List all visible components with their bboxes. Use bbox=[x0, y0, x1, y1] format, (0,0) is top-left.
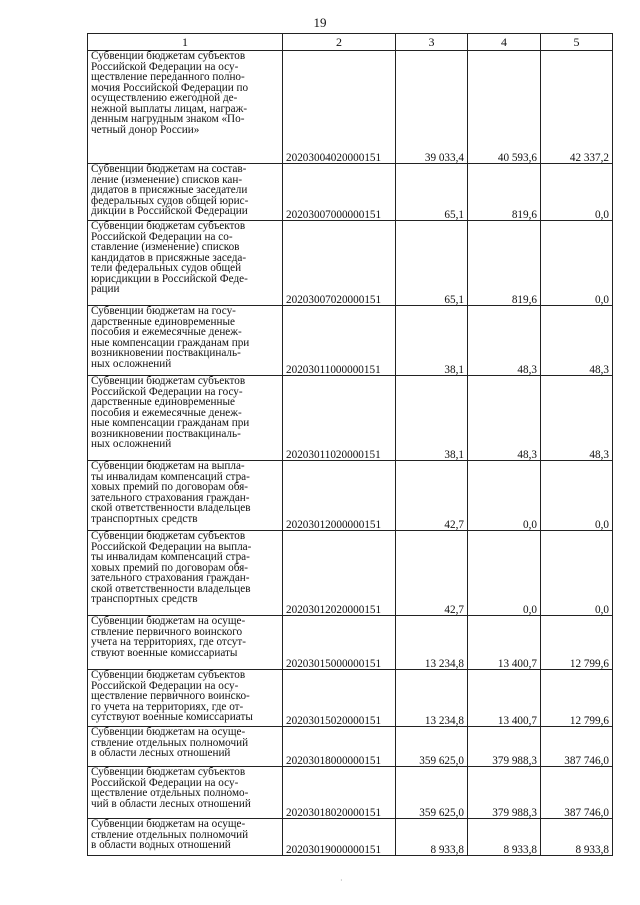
description-line: го учета на территориях, где от- bbox=[91, 700, 244, 713]
column-header: 4 bbox=[468, 34, 541, 51]
description-line: ных осложнений bbox=[91, 357, 172, 370]
description-line: ствуют военные комиссариаты bbox=[91, 646, 238, 659]
row-description bbox=[88, 670, 283, 727]
description-line: сутствуют военные комиссариаты bbox=[91, 711, 253, 723]
classification-code: 20203019000000151 bbox=[283, 819, 396, 856]
classification-code: 20203012020000151 bbox=[283, 531, 396, 616]
description-line: ществление переданного полно- bbox=[91, 71, 245, 83]
value-col-4: 13 400,7 bbox=[468, 670, 541, 727]
description-line: нежной выплаты лицам, награж- bbox=[91, 102, 248, 115]
description-line: дарственные единовременные bbox=[91, 315, 235, 328]
table-row bbox=[88, 767, 613, 819]
description-line: Субвенции бюджетам субъектов bbox=[91, 220, 246, 232]
value-col-5: 48,3 bbox=[541, 376, 613, 461]
description-line: зательного страхования граждан- bbox=[91, 572, 250, 584]
description-line: Субвенции бюджетам на осуще- bbox=[91, 726, 246, 738]
value-col-3: 42,7 bbox=[396, 531, 468, 616]
description-line: возникновении поствакциналь- bbox=[91, 347, 241, 359]
description-line: ской ответственности владельцев bbox=[91, 502, 251, 514]
row-description bbox=[88, 221, 283, 306]
column-header: 3 bbox=[396, 34, 468, 51]
classification-code: 20203015020000151 bbox=[283, 670, 396, 727]
description-line: ных осложнений bbox=[91, 438, 172, 450]
description-line: мочия Российской Федерации по bbox=[91, 81, 249, 94]
description-line: ствление первичного воинского bbox=[91, 625, 243, 638]
description-line: юрисдикции в Российской Феде- bbox=[91, 272, 248, 285]
table-row bbox=[88, 51, 613, 164]
value-col-4: 379 988,3 bbox=[468, 767, 541, 819]
description-line: Российской Федерации на со- bbox=[91, 230, 233, 243]
table-row bbox=[88, 670, 613, 727]
value-col-4: 48,3 bbox=[468, 306, 541, 376]
row-description bbox=[88, 727, 283, 767]
row-description bbox=[88, 51, 283, 164]
classification-code: 20203004020000151 bbox=[283, 51, 396, 164]
value-col-4: 819,6 bbox=[468, 221, 541, 306]
description-line: федеральных судов общей юрис- bbox=[91, 194, 249, 207]
classification-code: 20203011020000151 bbox=[283, 376, 396, 461]
row-description bbox=[88, 531, 283, 616]
description-line: учета на территориях, где отсут- bbox=[91, 636, 246, 648]
table-row bbox=[88, 461, 613, 531]
classification-code: 20203007020000151 bbox=[283, 221, 396, 306]
description-line: транспортных средств bbox=[91, 512, 198, 525]
table-row bbox=[88, 376, 613, 461]
classification-code: 20203015000000151 bbox=[283, 616, 396, 670]
description-line: четный донор России» bbox=[91, 123, 200, 136]
value-col-5: 0,0 bbox=[541, 221, 613, 306]
description-line: денным нагрудным знаком «По- bbox=[91, 113, 245, 125]
description-line: Российской Федерации на осу- bbox=[91, 776, 239, 789]
description-line: Субвенции бюджетам на выпла- bbox=[91, 460, 245, 472]
description-line: дикции в Российской Федерации bbox=[91, 205, 248, 217]
value-col-5: 0,0 bbox=[541, 531, 613, 616]
value-col-5: 42 337,2 bbox=[541, 51, 613, 164]
column-header: 1 bbox=[88, 34, 283, 51]
description-line: в области водных отношений bbox=[91, 839, 231, 851]
description-line: дарственные единовременные bbox=[91, 396, 235, 408]
description-line: ты инвалидам компенсаций стра- bbox=[91, 551, 250, 563]
value-col-4: 13 400,7 bbox=[468, 616, 541, 670]
description-line: Субвенции бюджетам субъектов bbox=[91, 530, 246, 542]
table-row bbox=[88, 531, 613, 616]
description-line: ные компенсации гражданам при bbox=[91, 336, 250, 349]
description-line: возникновении поствакциналь- bbox=[91, 427, 241, 440]
row-description bbox=[88, 306, 283, 376]
classification-code: 20203012000000151 bbox=[283, 461, 396, 531]
description-line: ствление отдельных полномочий bbox=[91, 736, 249, 749]
table-row bbox=[88, 727, 613, 767]
value-col-4: 48,3 bbox=[468, 376, 541, 461]
value-col-5: 387 746,0 bbox=[541, 767, 613, 819]
value-col-3: 359 625,0 bbox=[396, 767, 468, 819]
value-col-3: 65,1 bbox=[396, 221, 468, 306]
description-line: чий в области лесных отношений bbox=[91, 797, 251, 810]
description-line: ставление (изменение) списков bbox=[91, 241, 240, 253]
value-col-5: 0,0 bbox=[541, 461, 613, 531]
description-line: Российской Федерации на осу- bbox=[91, 60, 239, 73]
description-line: в области лесных отношений bbox=[91, 747, 231, 759]
classification-code: 20203011000000151 bbox=[283, 306, 396, 376]
value-col-4: 379 988,3 bbox=[468, 727, 541, 767]
value-col-4: 819,6 bbox=[468, 164, 541, 221]
value-col-3: 42,7 bbox=[396, 461, 468, 531]
description-line: Субвенции бюджетам на состав- bbox=[91, 163, 247, 175]
row-description bbox=[88, 616, 283, 670]
value-col-5: 12 799,6 bbox=[541, 670, 613, 727]
value-col-3: 359 625,0 bbox=[396, 727, 468, 767]
description-line: кандидатов в присяжные заседа- bbox=[91, 251, 247, 264]
description-line: Российской Федерации на госу- bbox=[91, 385, 243, 398]
value-col-4: 0,0 bbox=[468, 531, 541, 616]
classification-code: 20203018000000151 bbox=[283, 727, 396, 767]
description-line: Субвенции бюджетам субъектов bbox=[91, 50, 246, 62]
value-col-3: 39 033,4 bbox=[396, 51, 468, 164]
description-line: дидатов в присяжные заседатели bbox=[91, 184, 248, 196]
description-line: Субвенции бюджетам на госу- bbox=[91, 305, 236, 317]
description-line: тели федеральных судов общей bbox=[91, 262, 242, 274]
description-line: зательного страхования граждан- bbox=[91, 491, 250, 504]
description-line: осуществлению ежегодной де- bbox=[91, 92, 238, 104]
value-col-4: 8 933,8 bbox=[468, 819, 541, 856]
description-line: транспортных средств bbox=[91, 593, 198, 605]
value-col-3: 13 234,8 bbox=[396, 616, 468, 670]
table-row bbox=[88, 164, 613, 221]
value-col-3: 38,1 bbox=[396, 376, 468, 461]
value-col-3: 8 933,8 bbox=[396, 819, 468, 856]
description-line: ществление первичного воинско- bbox=[91, 690, 250, 702]
table-row bbox=[88, 819, 613, 856]
description-line: Российской Федерации на осу- bbox=[91, 679, 239, 692]
classification-code: 20203007000000151 bbox=[283, 164, 396, 221]
description-line: рации bbox=[91, 283, 120, 295]
description-line: ты инвалидам компенсаций стра- bbox=[91, 470, 250, 483]
value-col-5: 48,3 bbox=[541, 306, 613, 376]
column-header: 5 bbox=[541, 34, 613, 51]
row-description bbox=[88, 461, 283, 531]
description-line: ствление отдельных полномочий bbox=[91, 828, 249, 841]
description-line: ные компенсации гражданам при bbox=[91, 417, 250, 429]
description-line: Субвенции бюджетам на осуще- bbox=[91, 818, 246, 830]
value-col-4: 0,0 bbox=[468, 461, 541, 531]
description-line: Субвенции бюджетам субъектов bbox=[91, 375, 246, 387]
row-description bbox=[88, 164, 283, 221]
value-col-3: 65,1 bbox=[396, 164, 468, 221]
row-description bbox=[88, 819, 283, 856]
description-line: пособия и ежемесячные денеж- bbox=[91, 406, 242, 419]
classification-code: 20203018020000151 bbox=[283, 767, 396, 819]
row-description bbox=[88, 376, 283, 461]
description-line: пособия и ежемесячные денеж- bbox=[91, 326, 242, 338]
value-col-5: 387 746,0 bbox=[541, 727, 613, 767]
table-row bbox=[88, 221, 613, 306]
header-row bbox=[88, 34, 613, 51]
description-line: Субвенции бюджетам субъектов bbox=[91, 766, 246, 778]
row-description bbox=[88, 767, 283, 819]
table-body bbox=[88, 51, 613, 856]
description-line: ской ответственности владельцев bbox=[91, 582, 251, 595]
description-line: Российской Федерации на выпла- bbox=[91, 540, 252, 553]
value-col-4: 40 593,6 bbox=[468, 51, 541, 164]
page-number: 19 bbox=[313, 15, 327, 30]
description-line: ховых премий по договорам обя- bbox=[91, 481, 249, 493]
value-col-3: 13 234,8 bbox=[396, 670, 468, 727]
description-line: Субвенции бюджетам субъектов bbox=[91, 669, 246, 681]
value-col-3: 38,1 bbox=[396, 306, 468, 376]
table-row bbox=[88, 616, 613, 670]
value-col-5: 8 933,8 bbox=[541, 819, 613, 856]
description-line: ление (изменение) списков кан- bbox=[91, 173, 243, 186]
scan-dot: · bbox=[340, 876, 343, 885]
value-col-5: 12 799,6 bbox=[541, 616, 613, 670]
column-header: 2 bbox=[283, 34, 396, 51]
description-line: ховых премий по договорам обя- bbox=[91, 561, 249, 574]
table-row bbox=[88, 306, 613, 376]
value-col-5: 0,0 bbox=[541, 164, 613, 221]
description-line: Субвенции бюджетам на осуще- bbox=[91, 615, 246, 627]
budget-table bbox=[87, 33, 613, 856]
description-line: ществление отдельных полномо- bbox=[91, 787, 249, 799]
